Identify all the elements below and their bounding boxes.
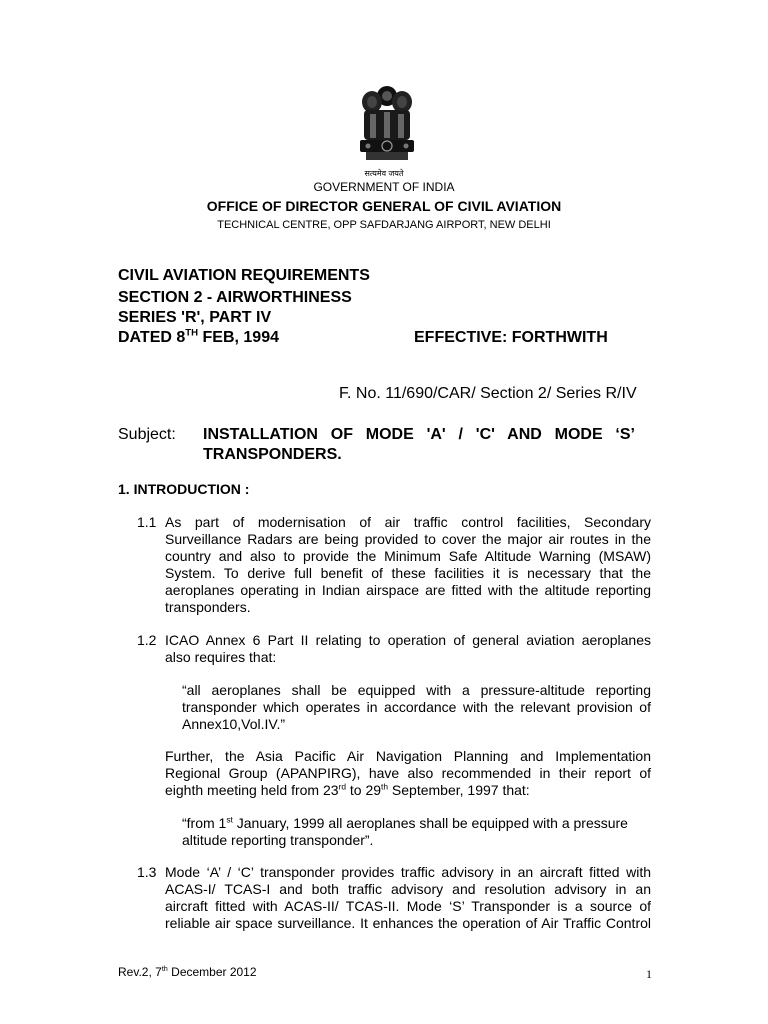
page-number: 1 (646, 967, 652, 981)
quote-line: Annex10,Vol.IV.” (182, 716, 286, 732)
quote-line: “from 1st January, 1999 all aeroplanes shall be equipped with a pressure (182, 814, 628, 831)
para-1-3-number: 1.3 (137, 864, 157, 880)
emblem-motto: सत्यमेव जयते (364, 169, 404, 178)
effective-line: EFFECTIVE: FORTHWITH (414, 329, 608, 346)
introduction-heading: 1. INTRODUCTION : (118, 481, 250, 497)
para-1-3 (165, 864, 651, 932)
icao-quote (182, 682, 651, 733)
car-title-line2: SECTION 2 - AIRWORTHINESS (118, 289, 352, 306)
para-line: aircraft fitted with ACAS-II/ TCAS-II. Mode ‘S’ Transponder is a source of (165, 898, 651, 914)
file-number: F. No. 11/690/CAR/ Section 2/ Series R/IV (339, 385, 637, 402)
car-title-line1: CIVIL AVIATION REQUIREMENTS (118, 267, 370, 284)
quote-line: transponder which operates in accordance with the relevant provision of (182, 699, 651, 715)
quote-line: “all aeroplanes shall be equipped with a pressure-altitude reporting (182, 682, 651, 698)
para-line: Surveillance Radars are being provided to cover the major air routes in the (165, 531, 651, 547)
revision-footer: Rev.2, 7th December 2012 (118, 964, 257, 979)
subject-line1: INSTALLATION OF MODE 'A' / 'C' AND MODE ‘S’ (203, 426, 635, 443)
para-line: Mode ‘A’ / ‘C’ transponder provides traffic advisory in an aircraft fitted with (165, 864, 651, 880)
para-1-1 (165, 514, 651, 616)
office-address: TECHNICAL CENTRE, OPP SAFDARJANG AIRPORT, NEW DELHI (217, 219, 551, 231)
para-line: also requires that: (165, 649, 277, 665)
car-title-line3: SERIES 'R', PART IV (118, 309, 272, 326)
apanpirg-quote (182, 815, 651, 849)
para-line: As part of modernisation of air traffic control facilities, Secondary (165, 514, 651, 530)
para-line: aeroplanes operating in Indian airspace are fitted with the altitude reporting (165, 582, 651, 598)
dated-line: DATED 8TH FEB, 1994 (118, 327, 279, 346)
subject-label: Subject: (118, 426, 176, 443)
para-line: ACAS-I/ TCAS-I and both traffic advisory and resolution advisory in an (165, 881, 651, 897)
para-1-2-number: 1.2 (137, 632, 157, 648)
para-line: ICAO Annex 6 Part II relating to operation of general aviation aeroplanes (165, 632, 651, 648)
para-line: Further, the Asia Pacific Air Navigation Planning and Implementation (165, 748, 651, 764)
para-line: System. To derive full benefit of these facilities it is necessary that the (165, 565, 651, 581)
para-1-2 (165, 632, 651, 666)
para-line: Regional Group (APANPIRG), have also recommended in their report of (165, 765, 651, 781)
subject-line2: TRANSPONDERS. (203, 446, 342, 463)
quote-line: altitude reporting transponder”. (182, 832, 374, 848)
para-1-1-number: 1.1 (137, 514, 157, 530)
para-line: reliable air space surveillance. It enhances the operation of Air Traffic Control (165, 915, 651, 931)
para-line: country and also to provide the Minimum Safe Altitude Warning (MSAW) (165, 548, 651, 564)
office-title: OFFICE OF DIRECTOR GENERAL OF CIVIL AVIATION (206, 198, 562, 214)
para-line: eighth meeting held from 23rd to 29th September, 1997 that: (165, 781, 530, 798)
government-label: GOVERNMENT OF INDIA (313, 180, 455, 194)
national-emblem-icon (352, 82, 422, 178)
para-line: transponders. (165, 599, 251, 615)
apanpirg-paragraph (165, 748, 651, 799)
